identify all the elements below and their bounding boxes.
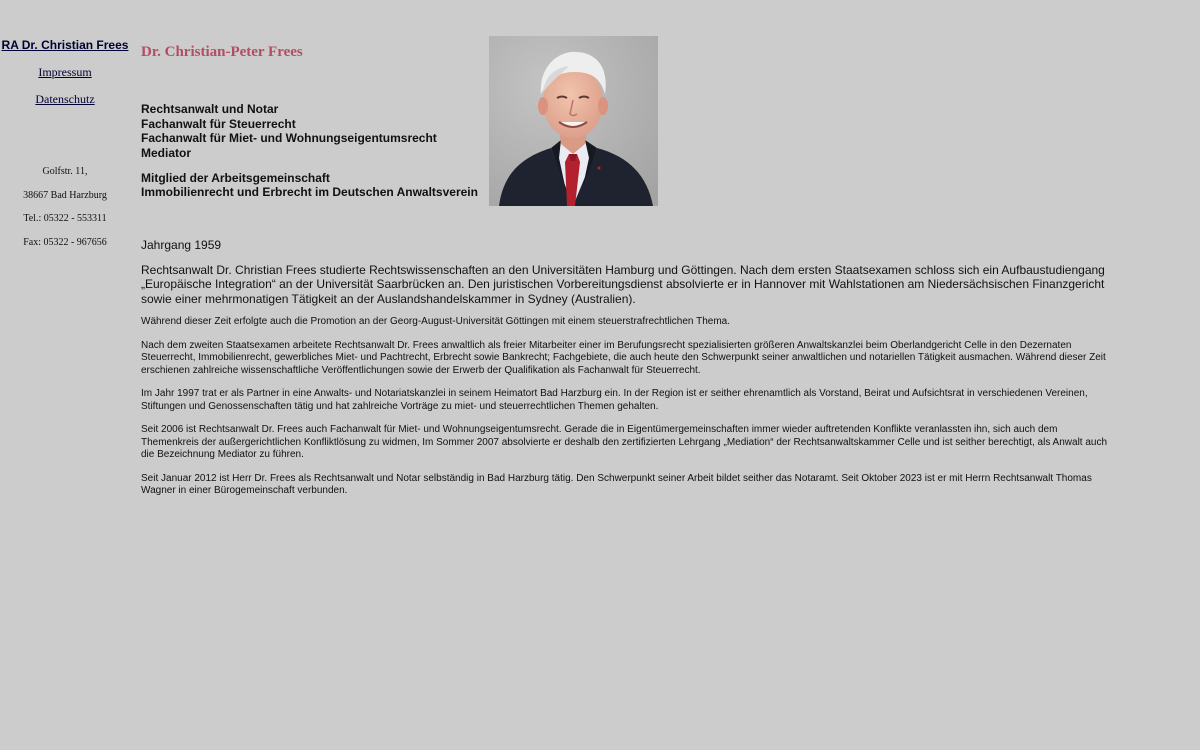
bio-paragraph: Seit Januar 2012 ist Herr Dr. Frees als Rechtsanwalt und Notar selbständig in Bad Harzburg tätig. Den Schwerpunkt seiner Arbeit bildet seither das Notaramt. Seit Oktober 2023 ist er mit Herrn Rechtsanwalt Thomas Wagner in einer Bürogemeinschaft verbunden.: [141, 472, 1092, 496]
address-block: [0, 165, 130, 249]
address-city: 38667 Bad Harzburg: [23, 189, 107, 201]
site-title-link[interactable]: RA Dr. Christian Frees: [1, 38, 129, 52]
biography: [141, 238, 1111, 509]
qualifications-block: [141, 102, 478, 200]
bio-paragraph: Während dieser Zeit erfolgte auch die Promotion an der Georg-August-Universität Göttingen mit einem steuerstrafrechtlichen Thema.: [141, 316, 730, 327]
membership-line: Mitglied der Arbeitsgemeinschaft: [141, 170, 330, 185]
address-street: Golfstr. 11,: [42, 166, 88, 177]
datenschutz-link[interactable]: Datenschutz: [35, 92, 95, 106]
bio-paragraph: Seit 2006 ist Rechtsanwalt Dr. Frees auch Fachanwalt für Miet- und Wohnungseigentumsrecht. Gerade die in Eigentümergemeinschaften immer wieder auftretenden Konflikte veranlassten ihn, sich auch dem Themenkreis der außergerichtlichen Konfliktlösung zu widmen, Im Sommer 2007 absolvierte er deshalb den zertifizierten Lehrgang „Mediation“ der Rechtsanwaltskammer Celle und ist seither berechtigt, als Anwalt auch die Bezeichnung Mediator zu führen.: [141, 424, 1108, 460]
portrait-illustration: [489, 36, 658, 206]
qualification-line: Mediator: [141, 145, 192, 160]
bio-paragraph: Nach dem zweiten Staatsexamen arbeitete Rechtsanwalt Dr. Frees anwaltlich als freier Mitarbeiter einer im Berufungsrecht spezialisierten größeren Anwaltskanzlei beim Oberlandgericht Celle in den Dezernaten Steuerrecht, Immobilienrecht, gewerbliches Miet- und Pachtrecht, Erbrecht sowie Bankrecht; Fachgebiete, die auch heute den Schwerpunkt seiner anwaltlichen und notariellen Tätigkeit ausmachen. Während dieser Zeit erschienen zahlreiche wissenschaftliche Veröffentlichungen sowie der Erwerb der Qualifikation als Fachanwalt für Steuerrecht.: [141, 339, 1106, 376]
bio-intro: Rechtsanwalt Dr. Christian Frees studierte Rechtswissenschaften an den Universitäten Hamburg und Göttingen. Nach dem ersten Staatsexamen schloss sich ein Aufbaustudiengang „Europäische Integration“ an der Universität Saarbrücken an. Den juristischen Vorbereitungsdienst absolvierte er in Hannover mit Wahlstationen am Niedersächsischen Finanzgericht sowie einer mehrmonatigen Tätigkeit an der Auslandshandelskammer in Sydney (Australien).: [141, 262, 1105, 306]
membership-line: Immobilienrecht und Erbrecht im Deutschen Anwaltsverein: [141, 185, 478, 199]
qualification-line: Fachanwalt für Steuerrecht: [141, 116, 296, 131]
portrait-photo: [489, 36, 658, 206]
sidebar: [0, 38, 130, 259]
bio-paragraph: Im Jahr 1997 trat er als Partner in eine Anwalts- und Notariatskanzlei in seinem Heimatort Bad Harzburg ein. In der Region ist er seither ehrenamtlich als Vorstand, Beirat und Aufsichtsrat in verschiedenen Vereinen, Stiftungen und Genossenschaften tätig und hat zahlreiche Vorträge zu miet- und steuerrechtlichen Themen gehalten.: [141, 388, 1088, 412]
qualification-line: Rechtsanwalt und Notar: [141, 102, 279, 116]
bio-year: Jahrgang 1959: [141, 238, 222, 252]
address-phone: Tel.: 05322 - 553311: [23, 213, 107, 224]
page-title: Dr. Christian-Peter Frees: [141, 44, 303, 60]
impressum-link[interactable]: Impressum: [38, 65, 92, 79]
qualification-line: Fachanwalt für Miet- und Wohnungseigentumsrecht: [141, 131, 437, 145]
address-fax: Fax: 05322 - 967656: [23, 236, 107, 248]
